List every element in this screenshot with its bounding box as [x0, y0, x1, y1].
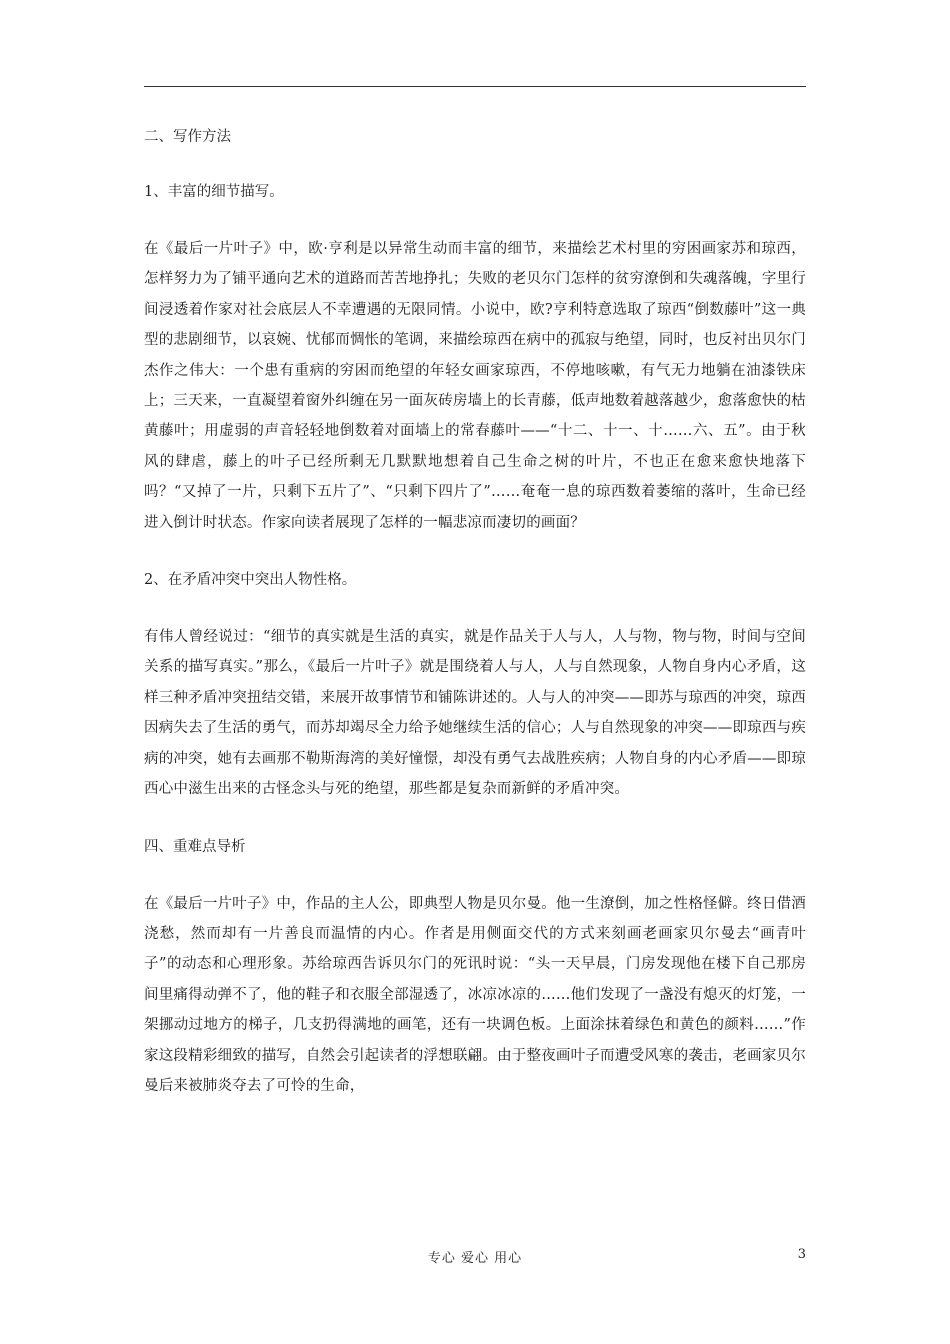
header-rule — [144, 86, 806, 87]
document-body — [144, 124, 806, 1130]
subheading-detail-description: 1、丰富的细节描写。 — [144, 184, 284, 200]
footer-motto: 专心 爱心 用心 — [427, 1251, 523, 1266]
paragraph-key-points: 在《最后一片叶子》中，作品的主人公，即典型人物是贝尔曼。他一生潦倒，加之性格怪僻。终日借酒浇愁，然而却有一片善良而温情的内心。作者是用侧面交代的方式来刻画老画家贝尔曼去“画青叶子”的动态和心理形象。苏给琼西告诉贝尔门的死讯时说：“头一天早晨，门房发现他在楼下自己那房间里痛得动弹不了，他的鞋子和衣服全部湿透了，冰凉冰凉的……他们发现了一盏没有熄灭的灯笼，一架挪动过地方的梯子，几支扔得满地的画笔，还有一块调色板。上面涂抹着绿色和黄色的颜料……”作家这段精彩细致的描写，自然会引起读者的浮想联翩。由于整夜画叶子而遭受风寒的袭击，老画家贝尔曼后来被肺炎夺去了可怜的生命， — [144, 895, 806, 1094]
section-heading-writing-methods: 二、写作方法 — [144, 129, 231, 145]
subheading-conflict: 2、在矛盾冲突中突出人物性格。 — [144, 572, 357, 589]
paragraph-detail-description: 在《最后一片叶子》中，欧·亨利是以异常生动而丰富的细节，来描绘艺术村里的穷困画家苏和琼西，怎样努力为了铺平通向艺术的道路而苦苦地挣扎；失败的老贝尔门怎样的贫穷潦倒和失魂落魄，字里行间浸透着作家对社会底层人不幸遭遇的无限同情。小说中，欧?亨利特意选取了琼西“倒数藤叶”这一典型的悲剧细节，以哀婉、忧郁而惆怅的笔调，来描绘琼西在病中的孤寂与绝望，同时，也反衬出贝尔门杰作之伟大：一个患有重病的穷困而绝望的年轻女画家琼西，不停地咳嗽，有气无力地躺在油漆铁床上；三天来，一直凝望着窗外纠缠在另一面灰砖房墙上的长青藤，低声地数着越落越少，愈落愈快的枯黄藤叶；用虚弱的声音轻轻地倒数着对面墙上的常春藤叶——“十二、十一、十……六、五”。由于秋风的肆虐，藤上的叶子已经所剩无几默默地想着自己生命之树的叶片，不也正在愈来愈快地落下吗？“又掉了一片，只剩下五片了”、“只剩下四片了”……奄奄一息的琼西数着萎缩的落叶，生命已经进入倒计时状态。作家向读者展现了怎样的一幅悲凉而凄切的画面？ — [144, 241, 806, 531]
paragraph-conflict: 有伟人曾经说过：“细节的真实就是生活的真实，就是作品关于人与人，人与物，物与物，时间与空间关系的描写真实。”那么，《最后一片叶子》就是围绕着人与人，人与自然现象，人物自身内心矛盾，这样三种矛盾冲突扭结交错，来展开故事情节和铺陈讲述的。人与人的冲突——即苏与琼西的冲突，琼西因病失去了生活的勇气，而苏却竭尽全力给予她继续生活的信心；人与自然现象的冲突——即琼西与疾病的冲突，她有去画那不勒斯海湾的美好憧憬，却没有勇气去战胜疾病；人物自身的内心矛盾——即琼西心中滋生出来的古怪念头与死的绝望，那些都是复杂而新鲜的矛盾冲突。 — [144, 629, 806, 798]
page-number: 3 — [797, 1247, 806, 1262]
section-heading-key-points: 四、重难点导析 — [144, 838, 246, 855]
